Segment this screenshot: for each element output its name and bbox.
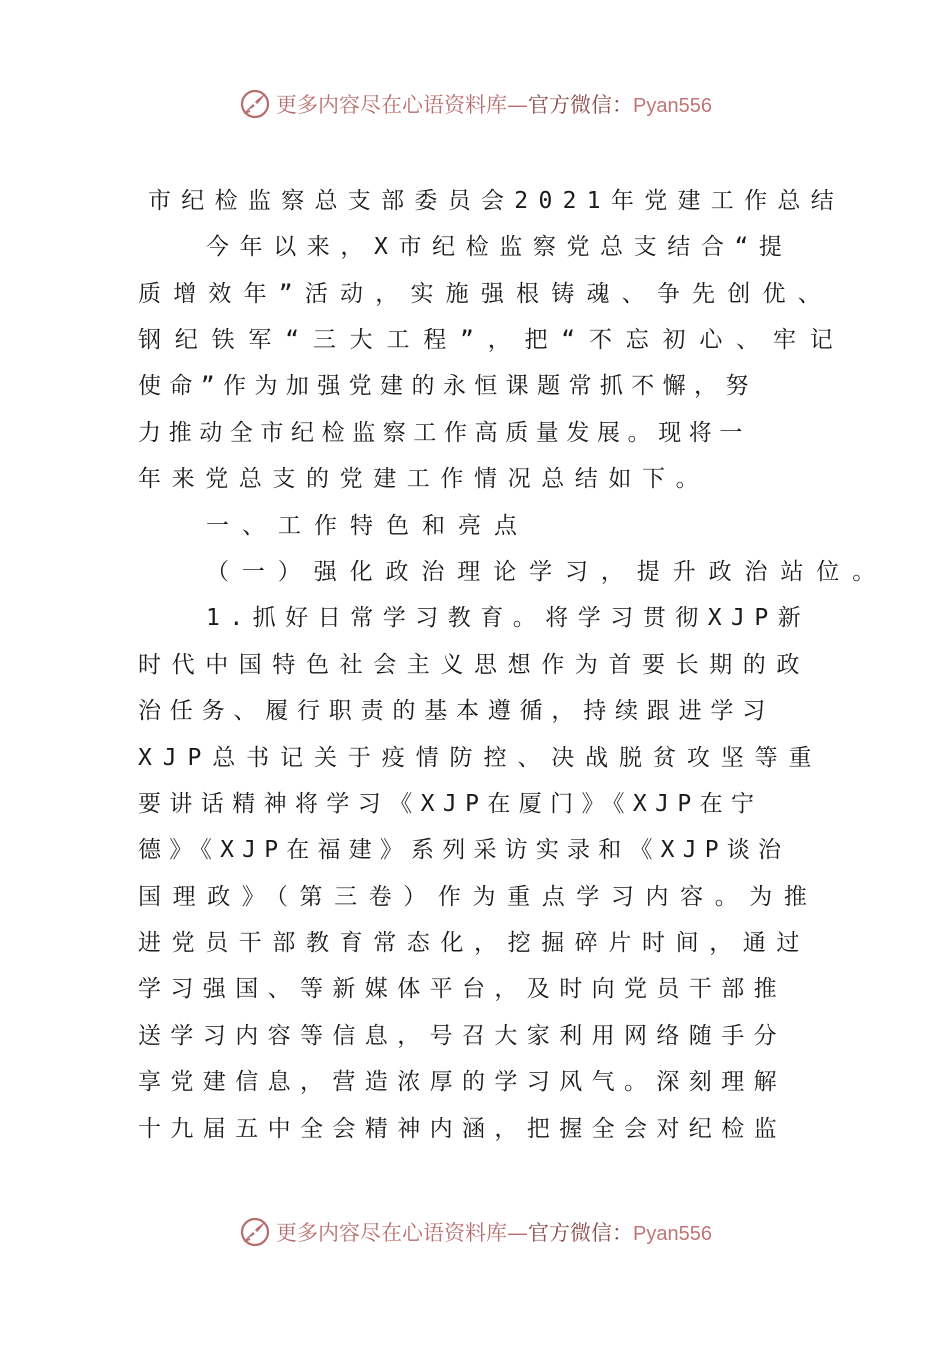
intro-line: 力推动全市纪检监察工作高质量发展。现将一 [138,420,750,446]
item1-line: 要讲话精神将学习《XJP在厦门》《XJP在宁 [138,791,763,817]
intro-line: 年来党总支的党建工作情况总结如下。 [138,466,710,492]
item1-line: 1.抓好日常学习教育。将学习贯彻XJP新 [206,605,811,631]
intro-line: 今年以来，X市纪检监察党总支结合“提 [206,234,793,260]
item1-line: 时代中国特色社会主义思想作为首要长期的政 [138,652,810,678]
item1-line: 学习强国、等新媒体平台，及时向党员干部推 [138,976,786,1002]
intro-line: 使命”作为加强党建的永恒课题常抓不懈，努 [138,373,757,399]
watermark-wechat-id: Pyan556 [633,1223,712,1245]
watermark-separator: — [507,1221,529,1245]
header-watermark-banner [0,84,950,124]
watermark-main-text: 更多内容尽在心语资料库 [276,93,508,117]
item1-line: 国理政》（第三卷）作为重点学习内容。为推 [138,884,819,910]
pen-nib-logo-icon [238,87,272,121]
watermark-official-label: 官方微信： [528,93,634,117]
item1-line: 享党建信息，营造浓厚的学习风气。深刻理解 [138,1069,786,1095]
pen-nib-logo-icon [238,1215,272,1249]
document-title: 市纪检监察总支部委员会2021年党建工作总结 [148,188,844,214]
footer-watermark-banner [0,1212,950,1252]
intro-line: 钢纪铁军“三大工程”，把“不忘初心、牢记 [138,327,847,353]
item1-line: XJP总书记关于疫情防控、决战脱贫攻坚等重 [138,745,823,771]
watermark-official-label: 官方微信： [528,1221,634,1245]
section-heading: 一、工作特色和亮点 [206,513,530,539]
subsection-heading: （一）强化政治理论学习，提升政治站位。 [206,559,889,585]
intro-line: 质增效年”活动，实施强根铸魂、争先创优、 [138,281,833,307]
item1-line: 德》《XJP在福建》系列采访实录和《XJP谈治 [138,837,790,863]
watermark-wechat-id: Pyan556 [633,95,712,117]
item1-line: 十九届五中全会精神内涵，把握全会对纪检监 [138,1116,786,1142]
watermark-separator: — [507,93,529,117]
item1-line: 进党员干部教育常态化，挖掘碎片时间，通过 [138,930,810,956]
watermark-text [276,89,712,119]
item1-line: 治任务、履行职责的基本遵循，持续跟进学习 [138,698,774,724]
item1-line: 送学习内容等信息，号召大家利用网络随手分 [138,1023,786,1049]
watermark-main-text: 更多内容尽在心语资料库 [276,1221,508,1245]
watermark-text [276,1217,712,1247]
